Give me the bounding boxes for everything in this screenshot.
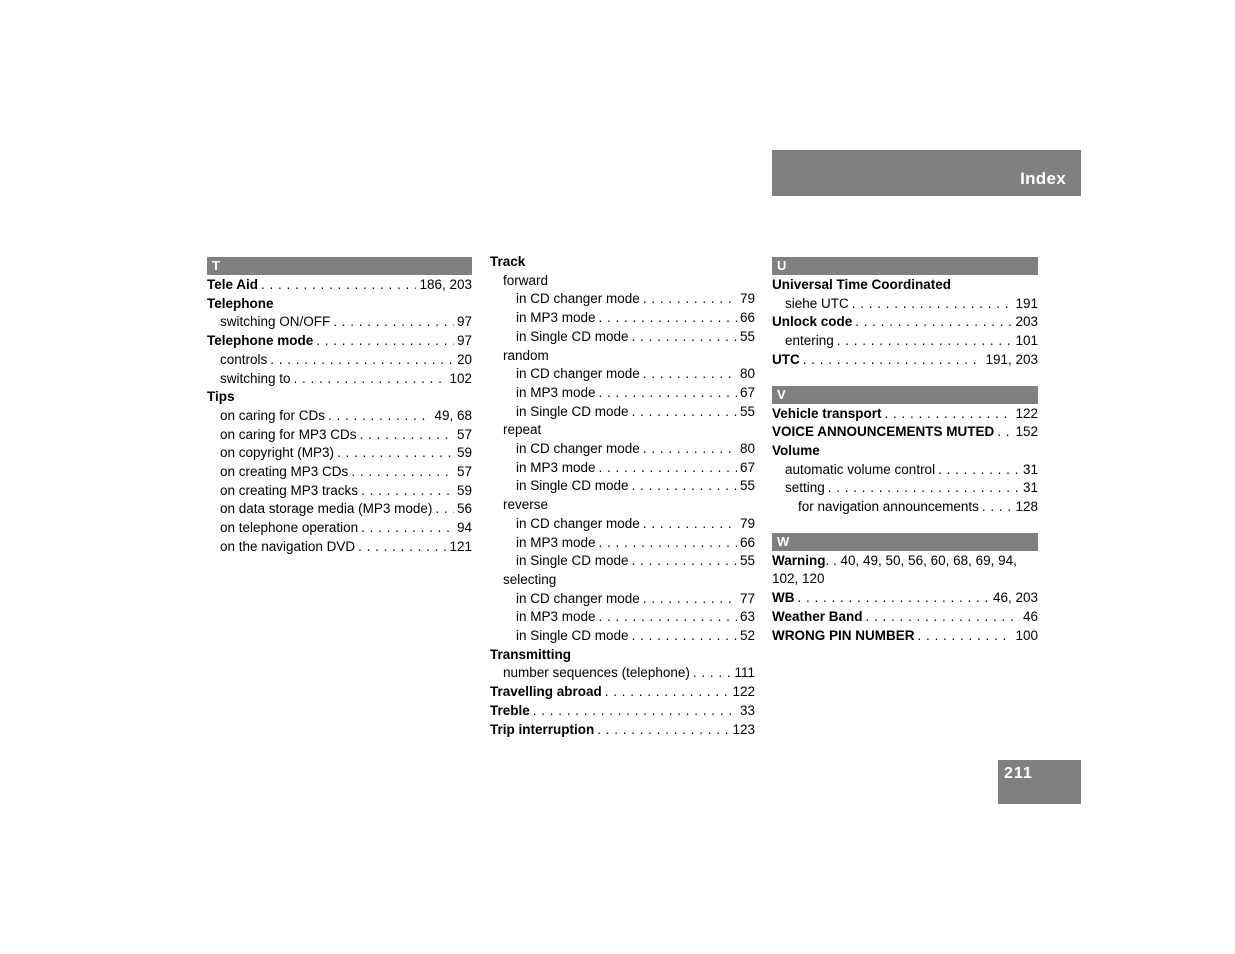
entry-pages: 55 [739, 553, 755, 569]
leader-dots [632, 552, 737, 571]
entry-label: on caring for CDs [220, 407, 326, 423]
index-subentry [207, 463, 472, 482]
index-subentry [490, 571, 755, 590]
entry-pages: 80 [739, 441, 755, 457]
index-subentry [772, 498, 1038, 517]
index-entry [772, 627, 1038, 646]
entry-label: in Single CD mode [516, 328, 629, 344]
section-header-v: V [772, 386, 1038, 404]
entry-label: in MP3 mode [516, 384, 596, 400]
entry-label: Warning [772, 552, 826, 568]
entry-label: on creating MP3 tracks [220, 482, 359, 498]
leader-dots [599, 608, 737, 627]
entry-label: VOICE ANNOUNCEMENTS MUTED [772, 424, 995, 440]
index-entry [772, 313, 1038, 332]
index-entry [772, 552, 1038, 589]
leader-dots [643, 440, 737, 459]
entry-pages: 56 [456, 501, 472, 517]
entry-label: WRONG PIN NUMBER [772, 627, 915, 643]
entry-label: UTC [772, 351, 800, 367]
entry-pages: 67 [739, 384, 755, 400]
entry-pages: 49, 68 [434, 407, 472, 423]
index-subentry [490, 459, 755, 478]
entry-pages: 79 [739, 291, 755, 307]
index-subentry [207, 538, 472, 557]
entry-pages: 121 [449, 538, 472, 554]
leader-dots [828, 479, 1020, 498]
entry-label: on creating MP3 CDs [220, 464, 349, 480]
index-subentry [490, 403, 755, 422]
index-column-2 [490, 253, 755, 739]
entry-pages: 191, 203 [985, 351, 1038, 367]
leader-dots [855, 313, 1012, 332]
index-subentry [207, 482, 472, 501]
index-subentry [490, 552, 755, 571]
entry-label: Transmitting [490, 646, 572, 662]
index-subentry [772, 332, 1038, 351]
index-subentry [772, 295, 1038, 314]
entry-pages: 55 [739, 403, 755, 419]
page-number: 211 [1004, 765, 1033, 782]
entry-label: on telephone operation [220, 520, 359, 536]
index-subentry [490, 328, 755, 347]
index-subentry [490, 496, 755, 515]
leader-dots [798, 589, 990, 608]
entry-label: on the navigation DVD [220, 538, 356, 554]
index-entry [490, 646, 755, 665]
entry-label: Trip interruption [490, 721, 595, 737]
entry-pages: 52 [739, 628, 755, 644]
entry-pages: 97 [456, 314, 472, 330]
entry-pages: 33 [739, 702, 755, 718]
entry-pages: 80 [739, 366, 755, 382]
entry-label: on caring for MP3 CDs [220, 426, 357, 442]
entry-label: in MP3 mode [516, 609, 596, 625]
leader-dots [982, 498, 1013, 517]
section-spacer [772, 517, 1038, 531]
index-subentry [490, 477, 755, 496]
entry-pages: 101 [1015, 333, 1038, 349]
leader-dots [533, 702, 737, 721]
section-header-w: W [772, 533, 1038, 551]
index-subentry [207, 313, 472, 332]
entry-label: in CD changer mode [516, 441, 640, 457]
entry-label: switching to [220, 370, 291, 386]
leader-dots [597, 721, 729, 740]
entry-label: Weather Band [772, 608, 863, 624]
section-spacer [772, 370, 1038, 384]
leader-dots [294, 370, 447, 389]
entry-label: setting [785, 480, 825, 496]
entry-pages: 79 [739, 515, 755, 531]
index-column-1 [207, 255, 472, 557]
index-entry [772, 589, 1038, 608]
section-header-t: T [207, 257, 472, 275]
index-subentry [207, 426, 472, 445]
entry-label: in MP3 mode [516, 310, 596, 326]
entry-pages: 66 [739, 310, 755, 326]
entry-pages: 122 [732, 684, 755, 700]
entry-label: in Single CD mode [516, 628, 629, 644]
entry-label: in Single CD mode [516, 478, 629, 494]
leader-dots [632, 403, 737, 422]
leader-dots [643, 365, 737, 384]
entry-pages: 59 [456, 482, 472, 498]
index-subentry [207, 407, 472, 426]
index-subentry [490, 515, 755, 534]
entry-label: in Single CD mode [516, 403, 629, 419]
entry-pages: 55 [739, 328, 755, 344]
entry-pages: 46 [1022, 608, 1038, 624]
index-subentry [490, 290, 755, 309]
entry-pages: 152 [1015, 424, 1038, 440]
entry-pages: 31 [1022, 461, 1038, 477]
leader-dots [358, 538, 446, 557]
leader-dots [361, 519, 454, 538]
entry-label: selecting [503, 571, 557, 587]
entry-pages: 31 [1022, 480, 1038, 496]
entry-label: in Single CD mode [516, 553, 629, 569]
entry-label: controls [220, 351, 268, 367]
entry-label: siehe UTC [785, 295, 849, 311]
leader-dots [261, 276, 416, 295]
entry-label: forward [503, 272, 549, 288]
entry-label: Telephone mode [207, 333, 314, 349]
index-subentry [490, 384, 755, 403]
entry-pages: 191 [1015, 295, 1038, 311]
entry-label: in MP3 mode [516, 534, 596, 550]
index-entry [490, 253, 755, 272]
index-subentry [207, 444, 472, 463]
entry-pages: 66 [739, 534, 755, 550]
index-entry [490, 721, 755, 740]
entry-pages: 100 [1015, 627, 1038, 643]
index-entry [207, 332, 472, 351]
leader-dots [866, 608, 1020, 627]
section-header-u: U [772, 257, 1038, 275]
index-entry [772, 608, 1038, 627]
index-column-3 [772, 255, 1038, 645]
leader-dots [643, 515, 737, 534]
leader-dots [997, 423, 1012, 442]
leader-dots [803, 351, 983, 370]
index-subentry [772, 461, 1038, 480]
entry-pages: 97 [456, 333, 472, 349]
entry-pages: 102 [449, 370, 472, 386]
index-subentry [207, 519, 472, 538]
entry-label: Treble [490, 702, 530, 718]
leader-dots [693, 664, 732, 683]
leader-dots [270, 351, 454, 370]
leader-dots [852, 295, 1013, 314]
entry-label: in CD changer mode [516, 515, 640, 531]
index-subentry [490, 440, 755, 459]
index-subentry [490, 365, 755, 384]
index-subentry [207, 500, 472, 519]
entry-label: reverse [503, 497, 549, 513]
index-entry [772, 405, 1038, 424]
leader-dots [632, 627, 737, 646]
entry-pages: 63 [739, 609, 755, 625]
index-entry [772, 442, 1038, 461]
header-bar [772, 150, 1081, 196]
entry-label: on copyright (MP3) [220, 445, 335, 461]
entry-pages: 57 [456, 426, 472, 442]
entry-pages: . . 40, 49, 50, 56, 60, 68, 69, 94, 102, 120 [772, 552, 1017, 587]
index-subentry [207, 370, 472, 389]
entry-pages: 128 [1015, 499, 1038, 515]
leader-dots [918, 627, 1013, 646]
leader-dots [316, 332, 454, 351]
entry-pages: 59 [456, 445, 472, 461]
entry-label: Volume [772, 442, 820, 458]
entry-label: Universal Time Coordinated [772, 277, 952, 292]
leader-dots [599, 384, 737, 403]
entry-label: WB [772, 590, 795, 606]
leader-dots [837, 332, 1013, 351]
leader-dots [333, 313, 454, 332]
entry-pages: 67 [739, 459, 755, 475]
index-subentry [490, 534, 755, 553]
index-entry [207, 276, 472, 295]
leader-dots [599, 309, 737, 328]
entry-label: random [503, 347, 549, 363]
leader-dots [599, 534, 737, 553]
index-subentry [490, 627, 755, 646]
leader-dots [435, 500, 454, 519]
entry-pages: 111 [734, 665, 755, 681]
leader-dots [605, 683, 730, 702]
leader-dots [885, 405, 1013, 424]
index-entry [772, 423, 1038, 442]
index-entry [772, 276, 1038, 295]
leader-dots [351, 463, 454, 482]
leader-dots [643, 590, 737, 609]
entry-label: in CD changer mode [516, 291, 640, 307]
entry-pages: 122 [1015, 405, 1038, 421]
leader-dots [632, 477, 737, 496]
leader-dots [643, 290, 737, 309]
entry-pages: 20 [456, 351, 472, 367]
entry-pages: 186, 203 [419, 277, 472, 292]
entry-pages: 94 [456, 520, 472, 536]
index-entry [490, 683, 755, 702]
entry-label: Vehicle transport [772, 405, 882, 421]
entry-label: Telephone [207, 295, 274, 311]
entry-label: Tele Aid [207, 277, 259, 292]
entry-label: repeat [503, 422, 542, 438]
entry-label: in CD changer mode [516, 590, 640, 606]
index-entry [207, 388, 472, 407]
entry-pages: 46, 203 [992, 590, 1038, 606]
entry-pages: 55 [739, 478, 755, 494]
page-number-box [998, 760, 1081, 804]
index-subentry [490, 608, 755, 627]
entry-pages: 123 [732, 721, 755, 737]
entry-label: Unlock code [772, 314, 853, 330]
entry-pages: 57 [456, 464, 472, 480]
index-entry [207, 295, 472, 314]
index-subentry [490, 590, 755, 609]
index-entry [772, 351, 1038, 370]
leader-dots [337, 444, 454, 463]
entry-pages: 203 [1015, 314, 1038, 330]
leader-dots [632, 328, 737, 347]
index-subentry [490, 309, 755, 328]
entry-label: in MP3 mode [516, 459, 596, 475]
entry-label: Travelling abroad [490, 684, 602, 700]
index-entry [490, 702, 755, 721]
entry-label: Track [490, 254, 526, 269]
index-subentry [772, 479, 1038, 498]
leader-dots [599, 459, 737, 478]
entry-label: in CD changer mode [516, 366, 640, 382]
leader-dots [328, 407, 431, 426]
index-subentry [490, 272, 755, 291]
leader-dots [360, 426, 454, 445]
page-title: Index [1020, 169, 1066, 188]
entry-pages: 77 [739, 590, 755, 606]
leader-dots [938, 461, 1020, 480]
entry-label: automatic volume control [785, 461, 936, 477]
entry-label: Tips [207, 389, 235, 405]
index-subentry [490, 421, 755, 440]
index-subentry [490, 347, 755, 366]
entry-label: switching ON/OFF [220, 314, 331, 330]
entry-label: for navigation announcements [798, 499, 979, 515]
index-subentry [207, 351, 472, 370]
leader-dots [361, 482, 454, 501]
index-subentry [490, 664, 755, 683]
entry-label: on data storage media (MP3 mode) [220, 501, 433, 517]
entry-label: number sequences (telephone) [503, 665, 690, 681]
entry-label: entering [785, 333, 834, 349]
